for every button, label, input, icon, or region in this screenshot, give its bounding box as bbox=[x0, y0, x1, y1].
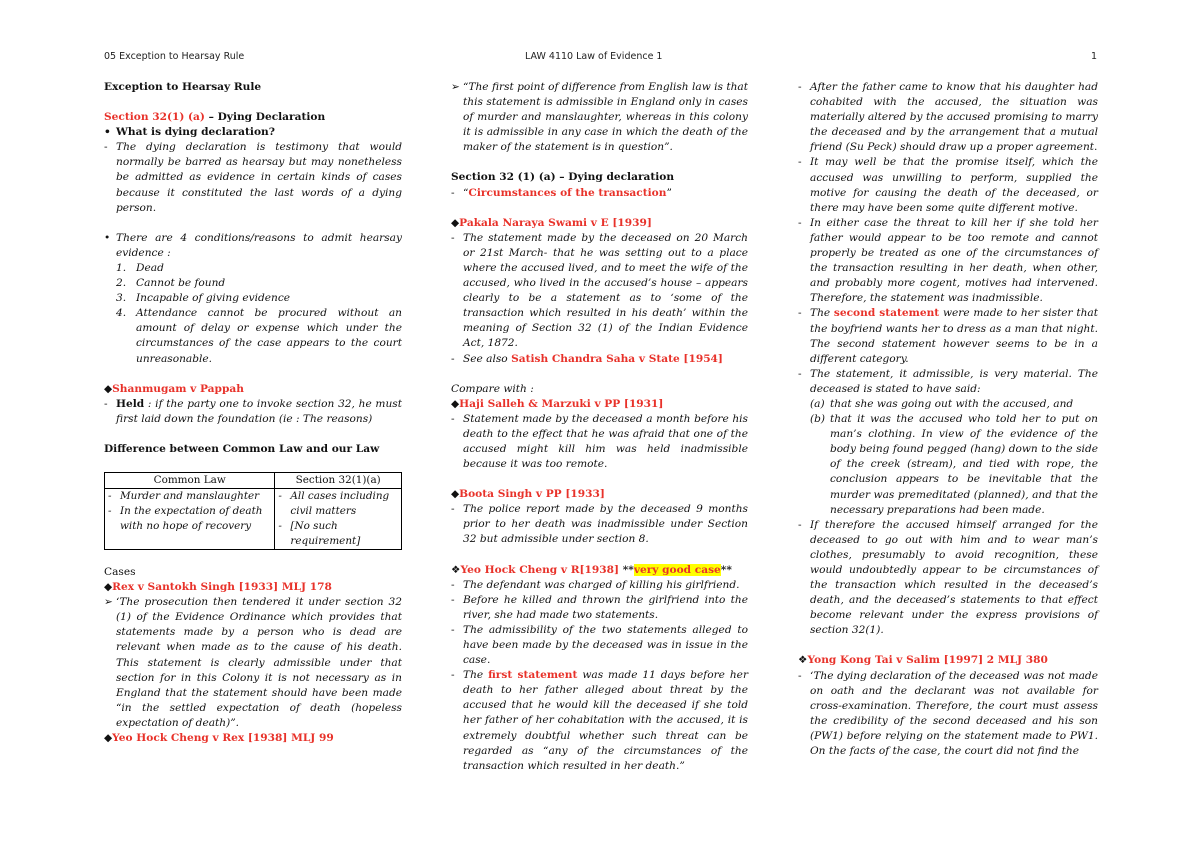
paragraph: - The first statement was made 11 days before her death to her father alleged about threat by the accused that he would kill the deceased if she told her father of her cohabitation with the accused, it is extremely doubtful whether such threat can be regarded as “any of the circumstances of the transaction which resulted in her death.” bbox=[451, 669, 749, 772]
paragraph: - The police report made by the deceased 9 months prior to her death was inadmissible under Section 32 but admissible under section 8. bbox=[451, 503, 748, 546]
cases-label: Cases bbox=[104, 565, 136, 578]
case-heading: ❖Yong Kong Tai v Salim [1997] 2 MLJ 380 bbox=[798, 654, 1048, 667]
subheading: - “Circumstances of the transaction” bbox=[451, 186, 672, 199]
comparison-table bbox=[104, 472, 402, 550]
bullet-icon: • bbox=[104, 126, 111, 139]
page-title: Exception to Hearsay Rule bbox=[104, 81, 262, 93]
paragraph: - ‘The dying declaration of the deceased was not made on oath and the declarant was not available for cross-examination. Therefore, the court must assess the credibility of the second deceased and his son (PW1) before relying on the statement made to PW1. On the facts of the case, the court did not find the bbox=[798, 669, 1098, 758]
paragraph: - Before he killed and thrown the girlfriend into the river, she had made two statements. bbox=[451, 593, 748, 621]
condition-item: 4. Attendance cannot be procured without an amount of delay or expense which under the circumstances of the case appears to the court unreasonable. bbox=[116, 307, 402, 365]
diamond-icon: ◆ bbox=[104, 581, 113, 594]
question: • What is dying declaration? bbox=[104, 125, 402, 140]
diamond-icon: ◆ bbox=[104, 382, 113, 395]
held: - Held : if the party one to invoke section 32, he must first laid down the foundation (ie : The reasons) bbox=[104, 397, 402, 425]
bullet-icon: • bbox=[104, 231, 111, 244]
column-2 bbox=[451, 80, 748, 774]
conditions-intro: • There are 4 conditions/reasons to admit hearsay evidence : bbox=[104, 231, 402, 261]
column-3 bbox=[798, 80, 1098, 759]
paragraph: - In either case the threat to kill her if she told her father would appear to be too remote and cannot properly be treated as one of the circumstances of the transaction resulting in her death, when other, and probably more cogent, motives had intervened. Therefore, the statement was inadmissible. bbox=[798, 216, 1098, 305]
paragraph: - Statement made by the deceased a month before his death to the effect that he was afraid that one of the accused might kill him was held inadmissible because it was too remote. bbox=[451, 412, 748, 471]
paragraph: - The statement, it admissible, is very material. The deceased is stated to have said: bbox=[798, 367, 1098, 395]
header-center: LAW 4110 Law of Evidence 1 bbox=[525, 51, 663, 62]
section-heading: Section 32 (1) (a) – Dying declaration bbox=[451, 171, 675, 184]
case-heading: ◆Shanmugam v Pappah bbox=[104, 382, 244, 395]
header-left: 05 Exception to Hearsay Rule bbox=[104, 51, 245, 62]
paragraph: - It may well be that the promise itself, which the accused was unwilling to perform, supplied the motive for causing the death of the deceased, or there may have been some quite different motive. bbox=[798, 156, 1098, 214]
diamond-icon: ◆ bbox=[451, 216, 460, 229]
case-heading: ◆Yeo Hock Cheng v Rex [1938] MLJ 99 bbox=[104, 732, 334, 744]
section-heading: Section 32(1) (a) – Dying Declaration bbox=[104, 111, 326, 124]
diamond-icon: ◆ bbox=[104, 732, 113, 744]
column-1 bbox=[104, 80, 402, 746]
diamond-icon: ◆ bbox=[451, 488, 460, 501]
table-cell: - Murder and manslaughter - In the expectation of death with no hope of recovery bbox=[105, 488, 275, 549]
definition: - The dying declaration is testimony that would normally be barred as hearsay but may nonetheless be admitted as evidence in certain kinds of cases because it constituted the last words of a dying person. bbox=[104, 141, 402, 214]
page-number: 1 bbox=[1091, 51, 1098, 62]
paragraph: - The statement made by the deceased on 20 March or 21st March- that he was setting out to a place where the accused lived, and to meet the wife of the accused, who lived in the accused’s house – appears clearly to be a statement as to ‘some of the transaction which resulted in his death’ within the meaning of Section 32 (1) of the Indian Evidence Act, 1872. bbox=[451, 231, 748, 350]
star-diamond-icon: ❖ bbox=[798, 654, 808, 667]
case-heading: ◆Boota Singh v PP [1933] bbox=[451, 488, 605, 501]
table-header: Common Law bbox=[105, 472, 275, 488]
case-heading: ◆Haji Salleh & Marzuki v PP [1931] bbox=[451, 397, 664, 410]
paragraph: - The defendant was charged of killing his girlfriend. bbox=[451, 578, 740, 591]
sub-item: (b) that it was the accused who told her to put on man’s clothing. In view of the evidence of the body being found pegged (hang) down to the side of the creek (stream), and tied with rope, the conclusion appears to be inevitable that the murder was premeditated (planned), and that the necessary preparations had been made. bbox=[810, 413, 1098, 516]
case-heading: ◆Rex v Santokh Singh [1933] MLJ 178 bbox=[104, 581, 332, 594]
table-header: Section 32(1)(a) bbox=[275, 472, 402, 488]
case-heading: ◆Pakala Naraya Swami v E [1939] bbox=[451, 216, 652, 229]
paragraph: - The second statement were made to her sister that the boyfriend wants her to dress as a man that night. The second statement however seems to be in a different category. bbox=[798, 307, 1099, 365]
see-also: - See also Satish Chandra Saha v State [1954] bbox=[451, 352, 723, 365]
table-cell: - All cases including civil matters - [No such requirement] bbox=[275, 488, 402, 549]
condition-item: 2. Cannot be found bbox=[116, 277, 226, 290]
star-diamond-icon: ❖ bbox=[451, 563, 461, 576]
paragraph: - If therefore the accused himself arranged for the deceased to go out with him and to wear man’s clothes, presumably to avoid recognition, these would undoubtedly appear to be circumstances of the transaction which resulted in the deceased’s death, and the deceased’s statements to that effect become relevant under the express provisions of section 32(1). bbox=[798, 518, 1098, 637]
diff-heading: Difference between Common Law and our Law bbox=[104, 442, 380, 455]
paragraph: - After the father came to know that his daughter had cohabited with the accused, the situation was materially altered by the accused promising to marry the deceased and by the arrangement that a mutual friend (Su Peck) should draw up a proper agreement. bbox=[798, 81, 1098, 154]
paragraph: - The admissibility of the two statements alleged to have been made by the deceased was in issue in the case. bbox=[451, 623, 748, 667]
condition-item: 3. Incapable of giving evidence bbox=[116, 292, 291, 305]
quote: ➢ “The first point of difference from English law is that this statement is admissible in England only in cases of murder and manslaughter, whereas in this colony it is admissible in any case in which the death of the maker of the statement is in question”. bbox=[451, 80, 748, 155]
diamond-icon: ◆ bbox=[451, 397, 460, 410]
highlight: very good case bbox=[633, 563, 721, 576]
arrow-icon: ➢ bbox=[104, 596, 113, 609]
case-heading: ❖Yeo Hock Cheng v R[1938] **very good case** bbox=[451, 563, 732, 576]
quote: ➢ ‘The prosecution then tendered it under section 32 (1) of the Evidence Ordinance which provides that statements made by a person who is dead are relevant when made as to the cause of his death. This statement is clearly admissible under that section for in this Colony it is not necessary as in England that the statement should have been made “in the settled expectation of death (hopeless expectation of death)”. bbox=[104, 595, 402, 731]
compare-label: Compare with : bbox=[451, 382, 534, 395]
condition-item: 1. Dead bbox=[116, 261, 164, 274]
arrow-icon: ➢ bbox=[451, 81, 460, 93]
sub-item: (a) that she was going out with the accused, and bbox=[810, 397, 1074, 410]
